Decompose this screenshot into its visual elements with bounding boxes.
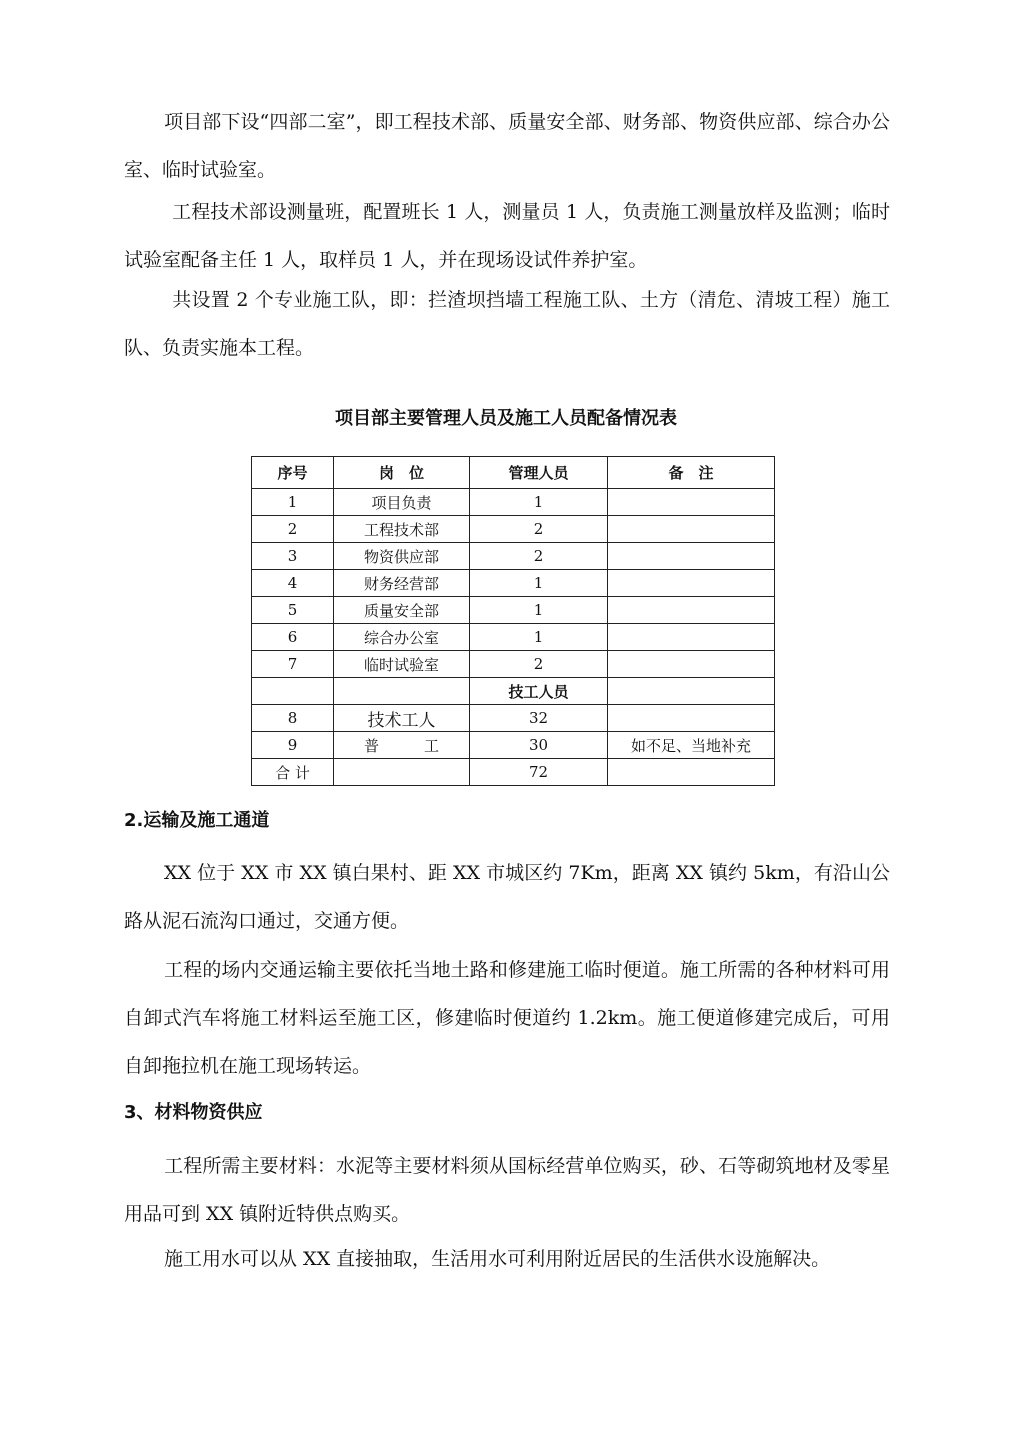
cell-total-label: 合 计 — [252, 759, 334, 786]
table-row — [252, 705, 775, 732]
table-row — [252, 570, 775, 597]
cell-no: 5 — [252, 597, 334, 624]
cell-empty — [252, 678, 334, 705]
cell-remark — [608, 705, 775, 732]
table-row — [252, 624, 775, 651]
cell-position: 项目负责 — [334, 489, 470, 516]
cell-count: 1 — [470, 624, 608, 651]
paragraph-survey-team — [124, 188, 890, 284]
cell-count: 2 — [470, 516, 608, 543]
table-row — [252, 489, 775, 516]
header-remarks: 备 注 — [608, 457, 775, 489]
cell-count: 1 — [470, 597, 608, 624]
table-row — [252, 543, 775, 570]
paragraph-text: 施工用水可以从 XX 直接抽取，生活用水可利用附近居民的生活供水设施解决。 — [164, 1248, 831, 1270]
paragraph-text: 工程的场内交通运输主要依托当地土路和修建施工临时便道。施工所需的各种材料可用自卸式汽车将施工材料运至施工区，修建临时便道约 1.2km。施工便道修建完成后，可用自卸拖拉机在施工现场转运。 — [124, 959, 890, 1077]
cell-position: 临时试验室 — [334, 651, 470, 678]
paragraph-materials — [124, 1142, 890, 1238]
cell-position: 综合办公室 — [334, 624, 470, 651]
cell-remark — [608, 489, 775, 516]
cell-position: 物资供应部 — [334, 543, 470, 570]
cell-empty — [334, 678, 470, 705]
table-row — [252, 651, 775, 678]
table-row — [252, 597, 775, 624]
cell-no: 1 — [252, 489, 334, 516]
paragraph-location — [124, 849, 890, 945]
cell-no: 4 — [252, 570, 334, 597]
table-header-row — [252, 457, 775, 489]
cell-position: 质量安全部 — [334, 597, 470, 624]
header-position: 岗 位 — [334, 457, 470, 489]
cell-empty — [608, 678, 775, 705]
subheader-skilled-workers: 技工人员 — [470, 678, 608, 705]
table-row — [252, 516, 775, 543]
cell-no: 3 — [252, 543, 334, 570]
cell-count: 1 — [470, 570, 608, 597]
cell-no: 2 — [252, 516, 334, 543]
section-heading-transport: 2.运输及施工通道 — [124, 810, 270, 831]
paragraph-text: 共设置 2 个专业施工队，即：拦渣坝挡墙工程施工队、土方（清危、清坡工程）施工队、负责实施本工程。 — [124, 289, 890, 359]
cell-remark: 如不足、当地补充 — [608, 732, 775, 759]
cell-no: 7 — [252, 651, 334, 678]
cell-empty — [334, 759, 470, 786]
cell-total-value: 72 — [470, 759, 608, 786]
cell-remark — [608, 597, 775, 624]
header-no: 序号 — [252, 457, 334, 489]
paragraph-text: 项目部下设“四部二室”，即工程技术部、质量安全部、财务部、物资供应部、综合办公室、临时试验室。 — [124, 111, 890, 181]
cell-count: 1 — [470, 489, 608, 516]
cell-remark — [608, 570, 775, 597]
cell-count: 2 — [470, 543, 608, 570]
paragraph-departments — [124, 98, 890, 194]
section-heading-materials: 3、材料物资供应 — [124, 1102, 263, 1123]
cell-no: 9 — [252, 732, 334, 759]
cell-remark — [608, 651, 775, 678]
cell-no: 8 — [252, 705, 334, 732]
cell-position: 技术工人 — [334, 705, 470, 732]
cell-empty — [608, 759, 775, 786]
paragraph-text: 工程所需主要材料：水泥等主要材料须从国标经营单位购买，砂、石等砌筑地材及零星用品可到 XX 镇附近特供点购买。 — [124, 1155, 890, 1225]
cell-count: 2 — [470, 651, 608, 678]
table-row — [252, 732, 775, 759]
cell-no: 6 — [252, 624, 334, 651]
cell-remark — [608, 516, 775, 543]
cell-count: 30 — [470, 732, 608, 759]
cell-remark — [608, 543, 775, 570]
cell-count: 32 — [470, 705, 608, 732]
cell-position: 财务经营部 — [334, 570, 470, 597]
paragraph-text: XX 位于 XX 市 XX 镇白果村、距 XX 市城区约 7Km，距离 XX 镇约 5km，有沿山公路从泥石流沟口通过，交通方便。 — [124, 862, 890, 932]
table-title: 项目部主要管理人员及施工人员配备情况表 — [335, 408, 677, 429]
header-managers: 管理人员 — [470, 457, 608, 489]
paragraph-text: 工程技术部设测量班，配置班长 1 人，测量员 1 人，负责施工测量放样及监测；临时试验室配备主任 1 人，取样员 1 人，并在现场设试件养护室。 — [124, 201, 890, 271]
table-total-row — [252, 759, 775, 786]
cell-position: 工程技术部 — [334, 516, 470, 543]
paragraph-transport — [124, 946, 890, 1090]
paragraph-water — [124, 1235, 890, 1283]
staffing-table — [251, 456, 775, 786]
cell-position: 普 工 — [334, 732, 470, 759]
paragraph-construction-teams — [124, 276, 890, 372]
cell-remark — [608, 624, 775, 651]
table-subheader-row — [252, 678, 775, 705]
